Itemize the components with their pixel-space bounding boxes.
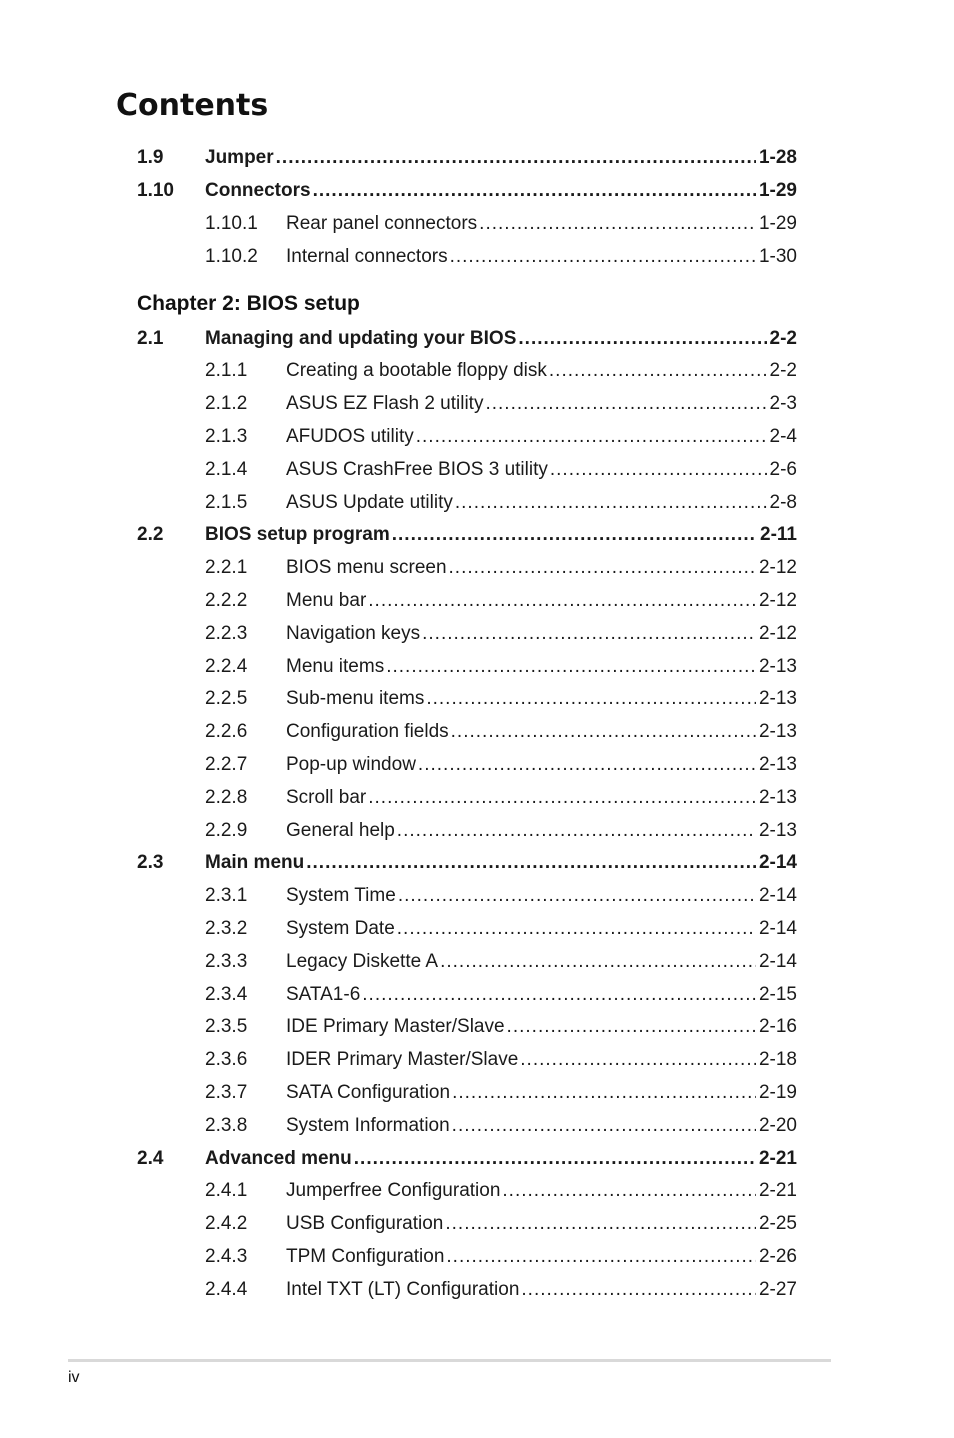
toc-entry-title: Pop-up window — [286, 753, 416, 775]
toc-subsection-row[interactable] — [0, 1208, 954, 1241]
toc-entry-number: 2.4.1 — [205, 1180, 248, 1202]
toc-entry-page: 2-27 — [758, 1278, 797, 1300]
toc-entry — [286, 820, 797, 842]
toc-subsection-row[interactable] — [0, 945, 954, 978]
toc-entry-title: Navigation keys — [286, 622, 421, 644]
toc-entry-page: 1-28 — [758, 146, 797, 168]
toc-entry — [286, 1082, 797, 1104]
toc-entry-number: 2.1 — [137, 327, 164, 349]
dot-leader — [520, 1049, 756, 1071]
toc-entry-title: System Date — [286, 917, 395, 939]
toc-subsection-row[interactable] — [0, 1175, 954, 1208]
toc-entry-number: 2.4 — [137, 1147, 164, 1169]
toc-entry-title: Sub-menu items — [286, 688, 425, 710]
toc-entry — [286, 721, 797, 743]
toc-entry-number: 2.2 — [137, 524, 164, 546]
dot-leader — [392, 524, 757, 546]
toc-subsection-row[interactable] — [0, 1273, 954, 1306]
toc-entry — [286, 426, 797, 448]
toc-entry — [286, 1180, 797, 1202]
toc-entry-title: BIOS menu screen — [286, 557, 447, 579]
toc-entry-number: 2.3.5 — [205, 1016, 248, 1038]
toc-entry — [286, 1213, 797, 1235]
page-title: Contents — [116, 88, 269, 123]
dot-leader — [368, 590, 756, 612]
toc-entry-title: Managing and updating your BIOS — [205, 327, 517, 349]
toc-subsection-row[interactable] — [0, 207, 954, 240]
toc-entry-page: 2-8 — [769, 491, 797, 513]
toc-entry — [286, 1016, 797, 1038]
toc-entry-page: 2-15 — [758, 983, 797, 1005]
footer-page-number: iv — [68, 1369, 80, 1386]
dot-leader — [455, 492, 767, 514]
toc-entry-number: 2.2.6 — [205, 721, 248, 743]
dot-leader — [549, 360, 767, 382]
toc-entry-title: System Time — [286, 885, 396, 907]
toc-entry-page: 2-13 — [758, 753, 797, 775]
dot-leader — [507, 1016, 756, 1038]
toc-entry-number: 2.3.7 — [205, 1081, 248, 1103]
toc-entry-title: Intel TXT (LT) Configuration — [286, 1278, 520, 1300]
toc-entry-number: 2.3.4 — [205, 983, 248, 1005]
toc-entry-title: Main menu — [205, 852, 305, 874]
dot-leader — [452, 1115, 756, 1137]
toc-section-row[interactable] — [0, 141, 954, 174]
toc-entry-number: 2.3.6 — [205, 1049, 248, 1071]
toc-entry-number: 1.10.2 — [205, 245, 258, 267]
dot-leader — [479, 213, 756, 235]
toc-entry-page: 2-20 — [758, 1114, 797, 1136]
toc-entry-number: 2.1.4 — [205, 458, 248, 480]
toc-entry-title: IDER Primary Master/Slave — [286, 1049, 519, 1071]
toc-subsection-row[interactable] — [0, 552, 954, 585]
toc-subsection-row[interactable] — [0, 781, 954, 814]
dot-leader — [416, 426, 767, 448]
toc-entry-page: 1-29 — [758, 212, 797, 234]
toc-entry-page: 2-25 — [758, 1213, 797, 1235]
toc-subsection-row[interactable] — [0, 584, 954, 617]
dot-leader — [398, 885, 756, 907]
toc-subsection-row[interactable] — [0, 617, 954, 650]
toc-subsection-row[interactable] — [0, 388, 954, 421]
dot-leader — [362, 984, 756, 1006]
toc-entry-page: 2-2 — [769, 327, 797, 349]
toc-entry-page: 2-13 — [758, 786, 797, 808]
dot-leader — [502, 1180, 756, 1202]
toc-subsection-row[interactable] — [0, 1011, 954, 1044]
toc-entry-number: 2.1.2 — [205, 393, 248, 415]
toc-entry-number: 2.3.1 — [205, 885, 248, 907]
toc-section-row[interactable] — [0, 519, 954, 552]
toc-entry — [286, 688, 797, 710]
toc-entry — [286, 1049, 797, 1071]
toc-subsection-row[interactable] — [0, 420, 954, 453]
toc-entry-title: Legacy Diskette A — [286, 950, 439, 972]
toc-entry — [286, 984, 797, 1006]
toc-entry-number: 2.2.3 — [205, 622, 248, 644]
toc-entry — [286, 590, 797, 612]
toc-entry-title: Configuration fields — [286, 721, 449, 743]
toc-entry-number: 1.9 — [137, 146, 164, 168]
toc-entry-title: IDE Primary Master/Slave — [286, 1016, 505, 1038]
toc-entry — [205, 328, 797, 350]
toc-subsection-row[interactable] — [0, 814, 954, 847]
toc-entry — [205, 147, 797, 169]
dot-leader — [354, 1148, 756, 1170]
toc-entry-page: 2-3 — [769, 393, 797, 415]
toc-entry-page: 2-21 — [758, 1180, 797, 1202]
toc-entry-page: 2-12 — [758, 589, 797, 611]
toc-entry-page: 2-18 — [758, 1049, 797, 1071]
dot-leader — [518, 328, 766, 350]
toc-entry-number: 2.3.3 — [205, 950, 248, 972]
toc-entry-page: 2-14 — [758, 950, 797, 972]
toc-entry-number: 2.2.7 — [205, 753, 248, 775]
toc-entry-page: 2-13 — [758, 688, 797, 710]
toc-entry-page: 2-14 — [758, 917, 797, 939]
dot-leader — [313, 180, 756, 202]
toc-entry — [286, 246, 797, 268]
toc-entry-number: 2.2.1 — [205, 557, 248, 579]
toc-subsection-row[interactable] — [0, 880, 954, 913]
toc-subsection-row[interactable] — [0, 355, 954, 388]
toc-entry-number: 2.2.2 — [205, 589, 248, 611]
toc-entry-title: Jumper — [205, 146, 274, 168]
toc-entry-page: 2-2 — [769, 360, 797, 382]
dot-leader — [445, 1213, 756, 1235]
toc-entry — [205, 180, 797, 202]
toc-entry — [286, 754, 797, 776]
toc-entry — [286, 623, 797, 645]
toc-section-row[interactable] — [0, 847, 954, 880]
toc-subsection-row[interactable] — [0, 716, 954, 749]
toc-entry-title: Scroll bar — [286, 786, 367, 808]
toc-entry — [286, 787, 797, 809]
toc-entry-number: 1.10.1 — [205, 212, 258, 234]
toc-entry — [286, 459, 797, 481]
toc-subsection-row[interactable] — [0, 1076, 954, 1109]
toc-subsection-row[interactable] — [0, 1044, 954, 1077]
toc-entry — [286, 492, 797, 514]
dot-leader — [397, 820, 756, 842]
toc-entry — [286, 918, 797, 940]
toc-entry — [286, 1246, 797, 1268]
toc-entry-title: ASUS Update utility — [286, 491, 453, 513]
toc-entry-title: Rear panel connectors — [286, 212, 478, 234]
toc-entry-title: Advanced menu — [205, 1147, 352, 1169]
toc-entry-number: 2.2.8 — [205, 786, 248, 808]
toc-entry-number: 2.2.5 — [205, 688, 248, 710]
toc-entry-page: 2-19 — [758, 1081, 797, 1103]
toc-section-row[interactable] — [0, 1142, 954, 1175]
toc-subsection-row[interactable] — [0, 683, 954, 716]
toc-entry — [286, 557, 797, 579]
toc-entry-number: 2.2.4 — [205, 655, 248, 677]
toc-entry-page: 2-26 — [758, 1245, 797, 1267]
toc-subsection-row[interactable] — [0, 1240, 954, 1273]
toc-entry-page: 2-12 — [758, 622, 797, 644]
dot-leader — [485, 393, 766, 415]
toc-entry-page: 2-12 — [758, 557, 797, 579]
toc-entry-number: 2.3 — [137, 852, 164, 874]
chapter-heading: Chapter 2: BIOS setup — [137, 292, 360, 315]
toc-entry-page: 2-14 — [758, 852, 797, 874]
toc-entry-title: Menu items — [286, 655, 385, 677]
toc-entry-page: 1-30 — [758, 245, 797, 267]
dot-leader — [397, 918, 756, 940]
toc-entry-title: BIOS setup program — [205, 524, 390, 546]
toc-entry-title: General help — [286, 819, 395, 841]
toc-entry-title: AFUDOS utility — [286, 425, 414, 447]
toc-entry-title: ASUS EZ Flash 2 utility — [286, 393, 484, 415]
toc-entry-page: 2-21 — [758, 1147, 797, 1169]
dot-leader — [368, 787, 756, 809]
toc-subsection-row[interactable] — [0, 978, 954, 1011]
toc-entry-page: 2-13 — [758, 819, 797, 841]
toc-subsection-row[interactable] — [0, 486, 954, 519]
toc-entry-page: 2-14 — [758, 885, 797, 907]
toc-entry-number: 2.1.3 — [205, 425, 248, 447]
dot-leader — [446, 1246, 756, 1268]
dot-leader — [418, 754, 756, 776]
dot-leader — [452, 1082, 756, 1104]
dot-leader — [386, 656, 756, 678]
toc-entry — [205, 524, 797, 546]
dot-leader — [306, 852, 756, 874]
toc-subsection-row[interactable] — [0, 453, 954, 486]
toc-entry — [286, 1279, 797, 1301]
toc-entry — [286, 393, 797, 415]
toc-entry-title: System Information — [286, 1114, 450, 1136]
toc-entry-title: Internal connectors — [286, 245, 448, 267]
toc-entry-title: Creating a bootable floppy disk — [286, 360, 547, 382]
dot-leader — [422, 623, 756, 645]
dot-leader — [450, 246, 756, 268]
toc-entry — [286, 656, 797, 678]
toc-entry-page: 2-13 — [758, 721, 797, 743]
dot-leader — [426, 688, 756, 710]
toc-subsection-row[interactable] — [0, 650, 954, 683]
toc-section-row[interactable] — [0, 174, 954, 207]
toc-entry-title: Jumperfree Configuration — [286, 1180, 501, 1202]
toc-entry — [286, 360, 797, 382]
toc-entry-page: 1-29 — [758, 179, 797, 201]
toc-entry-title: ASUS CrashFree BIOS 3 utility — [286, 458, 548, 480]
toc-entry-title: SATA Configuration — [286, 1081, 451, 1103]
toc-entry-page: 2-4 — [769, 425, 797, 447]
dot-leader — [521, 1279, 756, 1301]
toc-subsection-row[interactable] — [0, 240, 954, 273]
toc-entry-number: 2.2.9 — [205, 819, 248, 841]
toc-subsection-row[interactable] — [0, 748, 954, 781]
toc-entry-number: 2.1.5 — [205, 491, 248, 513]
toc-subsection-row[interactable] — [0, 912, 954, 945]
toc-entry-page: 2-6 — [769, 458, 797, 480]
toc-entry-title: TPM Configuration — [286, 1245, 445, 1267]
toc-entry — [286, 885, 797, 907]
toc-entry — [286, 951, 797, 973]
toc-entry — [286, 213, 797, 235]
footer-divider — [68, 1359, 831, 1362]
toc-entry-title: SATA1-6 — [286, 983, 361, 1005]
toc-entry-number: 2.4.3 — [205, 1245, 248, 1267]
dot-leader — [449, 557, 756, 579]
dot-leader — [276, 147, 756, 169]
toc-entry — [286, 1115, 797, 1137]
toc-entry-page: 2-13 — [758, 655, 797, 677]
dot-leader — [550, 459, 767, 481]
toc-section-row[interactable] — [0, 322, 954, 355]
toc-entry-number: 2.4.2 — [205, 1213, 248, 1235]
toc-entry — [205, 852, 797, 874]
toc-entry-page: 2-16 — [758, 1016, 797, 1038]
toc-entry-title: Connectors — [205, 179, 311, 201]
toc-entry-number: 2.3.2 — [205, 917, 248, 939]
dot-leader — [451, 721, 756, 743]
toc-entry-title: USB Configuration — [286, 1213, 444, 1235]
toc-entry-number: 2.4.4 — [205, 1278, 248, 1300]
toc-entry-number: 2.1.1 — [205, 360, 248, 382]
toc-entry — [205, 1148, 797, 1170]
toc-entry-page: 2-11 — [760, 524, 797, 546]
toc-entry-number: 2.3.8 — [205, 1114, 248, 1136]
dot-leader — [440, 951, 756, 973]
toc-entry-number: 1.10 — [137, 179, 174, 201]
toc-subsection-row[interactable] — [0, 1109, 954, 1142]
toc-entry-title: Menu bar — [286, 589, 367, 611]
